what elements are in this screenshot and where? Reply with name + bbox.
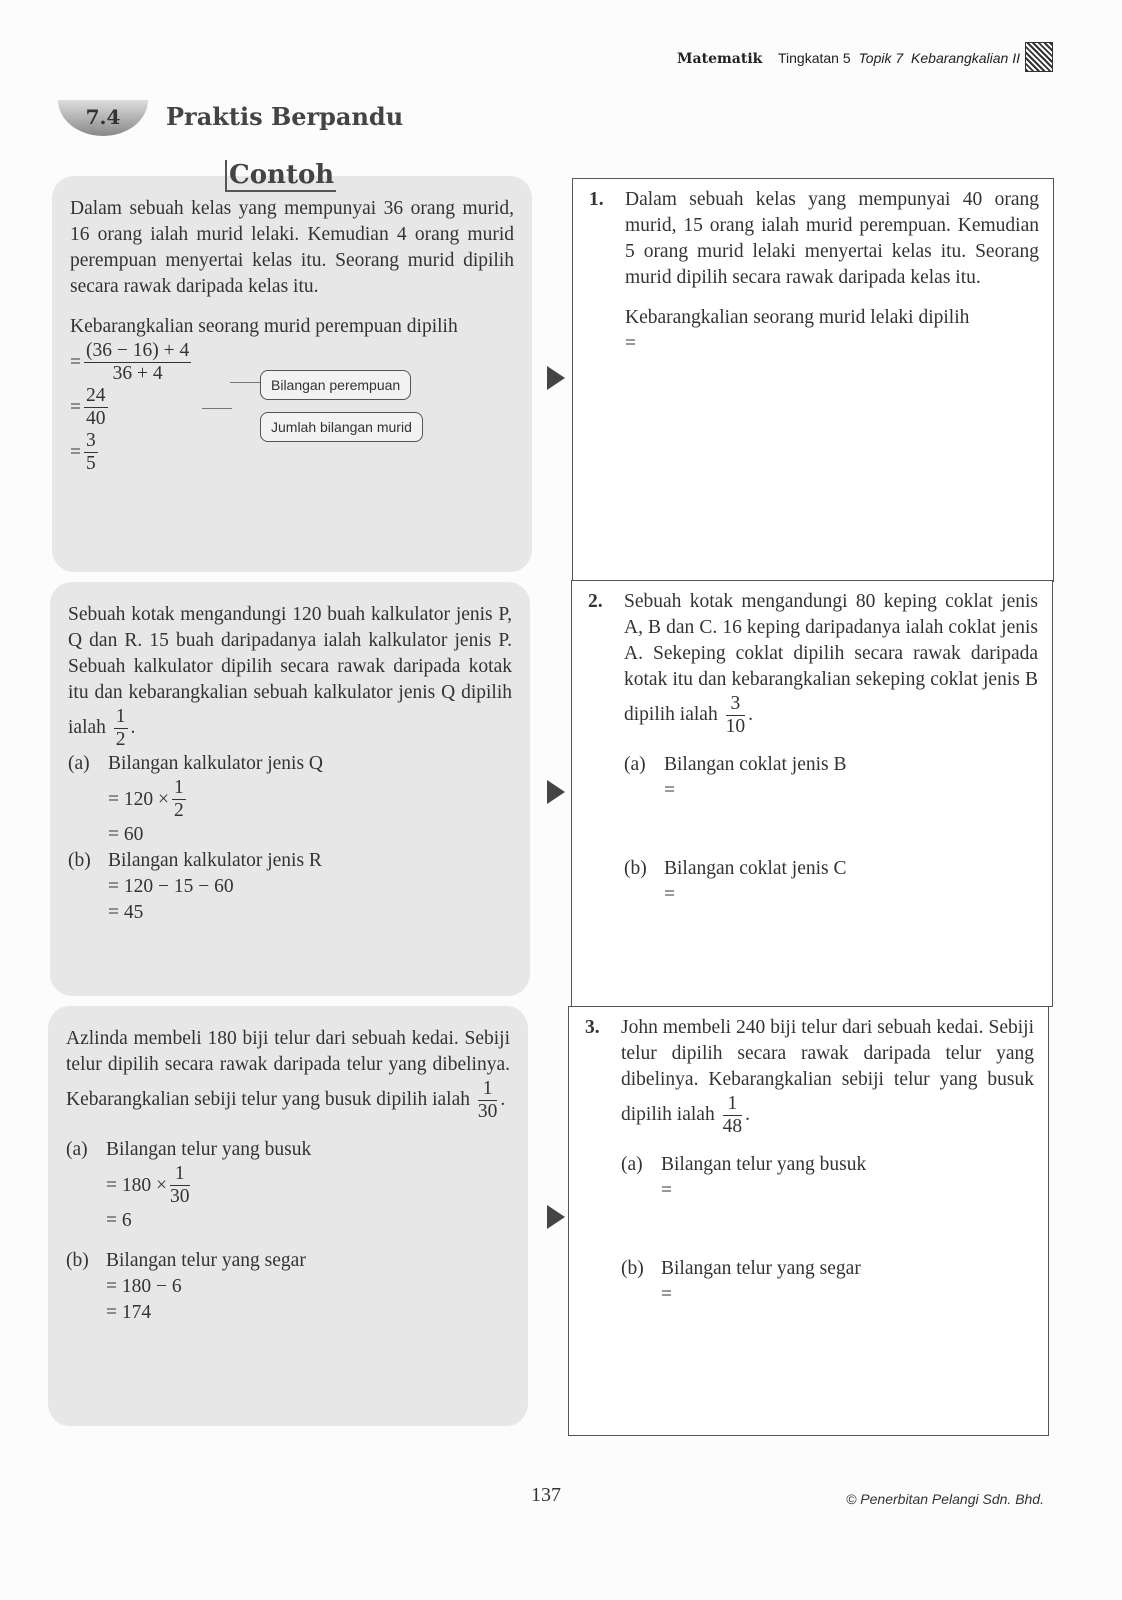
working-line: = 60 <box>108 824 144 845</box>
arrow-right-icon <box>547 780 565 804</box>
part-label: (a) <box>68 753 90 774</box>
example-text: Azlinda membeli 180 biji telur dari sebuah kedai. Sebiji telur dipilih secara rawak daripada telur yang dibelinya. Kebarangkalian sebiji telur yang busuk dipilih ialah <box>66 1028 510 1110</box>
part-label: (b) <box>66 1250 89 1271</box>
numerator: 1 <box>170 1163 190 1186</box>
denominator: 30 <box>477 1101 498 1122</box>
running-header <box>677 50 1020 67</box>
working-line: = 120 × <box>108 788 169 810</box>
equals: = <box>70 441 81 463</box>
question-box-2[interactable]: 2. Sebuah kotak mengandungi 80 keping coklat jenis A, B dan C. 16 keping daripadanya ialah coklat jenis A. Sekeping coklat dipilih secara rawak daripada kotak itu dan kebarangkalian sekeping coklat jenis B dipilih ialah $\frac{3}{10}$ . (a) Bilangan coklat jenis B = (b) Bilangan coklat jenis C = <box>571 580 1053 1007</box>
working-line: = 174 <box>106 1302 152 1323</box>
arrow-right-icon <box>547 366 565 390</box>
answer-field-a[interactable]: = <box>664 780 675 801</box>
subject: Matematik <box>677 51 763 67</box>
callout-girls: Bilangan perempuan <box>260 370 411 400</box>
part-text: Bilangan telur yang segar <box>661 1258 861 1279</box>
part-label: (b) <box>68 850 91 871</box>
example-text: Sebuah kotak mengandungi 120 buah kalkulator jenis P, Q dan R. 15 buah daripadanya ialah kalkulator jenis P. Sebuah kalkulator dipilih secara rawak daripada kotak itu dan kebarangkalian sebuah kalkulator jenis Q dipilih ialah <box>68 604 512 738</box>
question-box-1[interactable] <box>572 178 1054 582</box>
part-text: Bilangan telur yang segar <box>106 1250 306 1271</box>
denominator: 2 <box>174 800 184 821</box>
section-number-badge: 7.4 <box>58 100 148 136</box>
question-number: 2. <box>588 591 603 612</box>
topic: Topik 7 <box>858 50 904 66</box>
equals: = <box>70 396 81 418</box>
copyright: © Penerbitan Pelangi Sdn. Bhd. <box>846 1491 1044 1507</box>
page-number: 137 <box>531 1484 561 1506</box>
callout-total: Jumlah bilangan murid <box>260 412 423 442</box>
numerator: 1 <box>478 1078 498 1101</box>
topic-title: Kebarangkalian II <box>911 50 1020 66</box>
example-text: Dalam sebuah kelas yang mempunyai 36 orang murid, 16 orang ialah murid lelaki. Kemudian 4 orang murid perempuan menyertai kelas itu. Seorang murid dipilih secara rawak daripada kelas itu. <box>70 198 514 297</box>
part-text: Bilangan coklat jenis B <box>664 754 847 775</box>
answer-field-b[interactable]: = <box>664 884 675 905</box>
question-number: 3. <box>585 1017 600 1038</box>
example-label: Contoh <box>225 160 336 192</box>
denominator: 5 <box>86 453 96 474</box>
denominator: 10 <box>725 716 746 737</box>
question-box-3[interactable]: 3. John membeli 240 biji telur dari sebuah kedai. Sebiji telur dipilih secara rawak daripada telur yang dibelinya. Kebarangkalian sebiji telur yang busuk dipilih ialah $\frac{1}{48}$ . (a) Bilangan telur yang busuk = (b) Bilangan telur yang segar = <box>568 1006 1049 1436</box>
answer-field[interactable]: = <box>625 333 636 354</box>
example-box-3: Azlinda membeli 180 biji telur dari sebuah kedai. Sebiji telur dipilih secara rawak daripada telur yang dibelinya. Kebarangkalian sebiji telur yang busuk dipilih ialah $\frac{1}{30}$ . (a) Bilangan telur yang busuk = 180 × $\frac{1}{30}$ = 6 (b) Bilangan telur yang segar = 180 − 6 = 174 <box>48 1006 528 1426</box>
question-prompt: Kebarangkalian seorang murid lelaki dipilih <box>625 307 970 328</box>
part-text: Bilangan telur yang busuk <box>106 1139 312 1160</box>
question-text: Dalam sebuah kelas yang mempunyai 40 orang murid, 15 orang ialah murid perempuan. Kemudian 5 orang murid lelaki menyertai kelas itu. Seorang murid dipilih secara rawak daripada kelas itu. <box>625 189 1039 288</box>
question-number: 1. <box>589 189 604 210</box>
denominator: 36 + 4 <box>112 363 163 384</box>
numerator: 1 <box>174 777 184 798</box>
example-question: Kebarangkalian seorang murid perempuan dipilih <box>70 316 458 337</box>
numerator: 1 <box>723 1093 743 1116</box>
arrow-right-icon <box>547 1205 565 1229</box>
working-line: = 180 × <box>106 1174 167 1196</box>
denominator: 48 <box>722 1116 743 1137</box>
equals: = <box>70 351 81 373</box>
section-title: Praktis Berpandu <box>166 102 404 131</box>
answer-field-a[interactable]: = <box>661 1180 672 1201</box>
part-label: (b) <box>624 858 647 879</box>
part-text: Bilangan telur yang busuk <box>661 1154 867 1175</box>
working-line: = 45 <box>108 902 144 923</box>
part-label: (a) <box>621 1154 643 1175</box>
numerator: (36 − 16) + 4 <box>86 340 190 361</box>
working-line: = 120 − 15 − 60 <box>108 876 234 897</box>
question-text: John membeli 240 biji telur dari sebuah kedai. Sebiji telur dipilih secara rawak daripada telur yang dibelinya. Kebarangkalian sebiji telur yang busuk dipilih ialah <box>621 1017 1034 1125</box>
numerator: 24 <box>86 385 106 406</box>
working-line: = 180 − 6 <box>106 1276 182 1297</box>
example-box-1 <box>52 176 532 572</box>
callout-pointer <box>230 382 260 383</box>
denominator: 2 <box>115 729 126 750</box>
example-box-2: Sebuah kotak mengandungi 120 buah kalkulator jenis P, Q dan R. 15 buah daripadanya ialah kalkulator jenis P. Sebuah kalkulator dipilih secara rawak daripada kotak itu dan kebarangkalian sebuah kalkulator jenis Q dipilih ialah $\frac{1}{2}$ . (a) Bilangan kalkulator jenis Q = 120 × $\frac{1}{2}$ = 60 (b) Bilangan kalkulator jenis R = 120 − 15 − 60 = 45 <box>50 582 530 996</box>
denominator: 30 <box>170 1186 190 1207</box>
form: Tingkatan 5 <box>777 50 851 66</box>
part-text: Bilangan coklat jenis C <box>664 858 847 879</box>
publisher-logo-icon <box>1025 42 1053 72</box>
part-text: Bilangan kalkulator jenis R <box>108 850 322 871</box>
answer-field-b[interactable]: = <box>661 1284 672 1305</box>
numerator: 3 <box>86 430 96 451</box>
callout-pointer <box>202 408 232 409</box>
part-text: Bilangan kalkulator jenis Q <box>108 753 323 774</box>
part-label: (b) <box>621 1258 644 1279</box>
part-label: (a) <box>66 1139 88 1160</box>
working-line: = 6 <box>106 1210 132 1231</box>
numerator: 1 <box>115 706 126 727</box>
numerator: 3 <box>726 693 746 716</box>
denominator: 40 <box>86 408 106 429</box>
part-label: (a) <box>624 754 646 775</box>
question-text: Sebuah kotak mengandungi 80 keping coklat jenis A, B dan C. 16 keping daripadanya ialah coklat jenis A. Sekeping coklat dipilih secara rawak daripada kotak itu dan kebarangkalian sekeping coklat jenis B dipilih ialah <box>624 591 1038 725</box>
